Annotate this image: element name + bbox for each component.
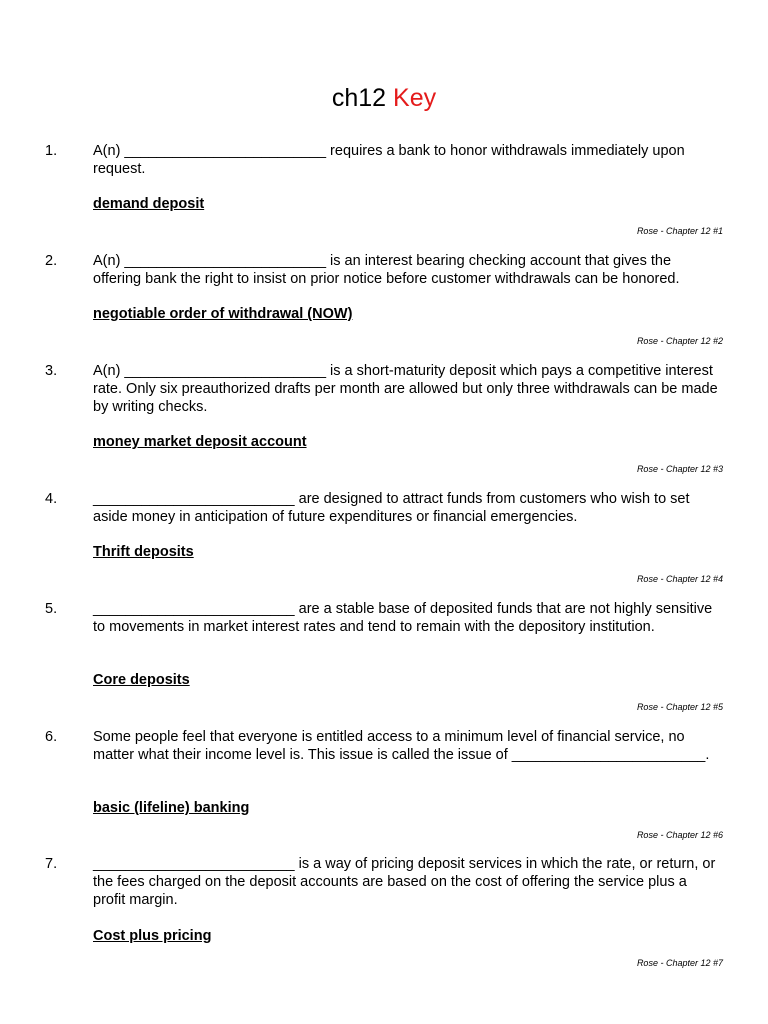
question-reference: Rose - Chapter 12 #2	[636, 336, 723, 346]
question-reference: Rose - Chapter 12 #6	[636, 830, 723, 840]
title-main: ch12	[331, 84, 387, 112]
question-number: 5.	[45, 601, 58, 617]
question-text: _________________________ is a way of pricing deposit services in which the rate, or return, or the fees charged on the deposit accounts are based on the cost of offering the service plus a profit margin.	[93, 856, 716, 908]
question-text: A(n) _________________________ is an interest bearing checking account that gives the offering bank the right to insist on prior notice before customer withdrawals can be honored.	[93, 253, 680, 287]
question-reference: Rose - Chapter 12 #4	[636, 574, 723, 584]
question-answer: demand deposit	[93, 196, 205, 212]
question-text: _________________________ are a stable base of deposited funds that are not highly sensitive to movements in market interest rates and tend to remain with the depository institution.	[93, 601, 713, 635]
question-number: 7.	[45, 856, 58, 872]
question-answer: basic (lifeline) banking	[93, 800, 250, 816]
question-number: 3.	[45, 363, 58, 379]
question-reference: Rose - Chapter 12 #1	[636, 226, 723, 236]
question-number: 4.	[45, 491, 58, 507]
question-answer: Core deposits	[93, 672, 190, 688]
title-key: Key	[393, 84, 437, 112]
question-text: _________________________ are designed to attract funds from customers who wish to set aside money in anticipation of future expenditures or financial emergencies.	[93, 491, 690, 525]
question-answer: negotiable order of withdrawal (NOW)	[93, 306, 353, 322]
question-text: Some people feel that everyone is entitled access to a minimum level of financial service, no matter what their income level is. This issue is called the issue of ________________________.	[93, 729, 710, 763]
question-text: A(n) _________________________ is a short-maturity deposit which pays a competitive interest rate. Only six preauthorized drafts per month are allowed but only three withdrawals can be made by writing checks.	[93, 363, 718, 415]
question-reference: Rose - Chapter 12 #7	[636, 958, 723, 968]
question-number: 2.	[45, 253, 58, 269]
page-title	[0, 83, 768, 113]
question-answer: Thrift deposits	[93, 544, 194, 560]
question-number: 6.	[45, 729, 58, 745]
question-answer: money market deposit account	[93, 434, 307, 450]
question-reference: Rose - Chapter 12 #5	[636, 702, 723, 712]
question-number: 1.	[45, 143, 58, 159]
question-answer: Cost plus pricing	[93, 928, 212, 944]
question-text: A(n) _________________________ requires a bank to honor withdrawals immediately upon request.	[93, 143, 685, 177]
question-reference: Rose - Chapter 12 #3	[636, 464, 723, 474]
